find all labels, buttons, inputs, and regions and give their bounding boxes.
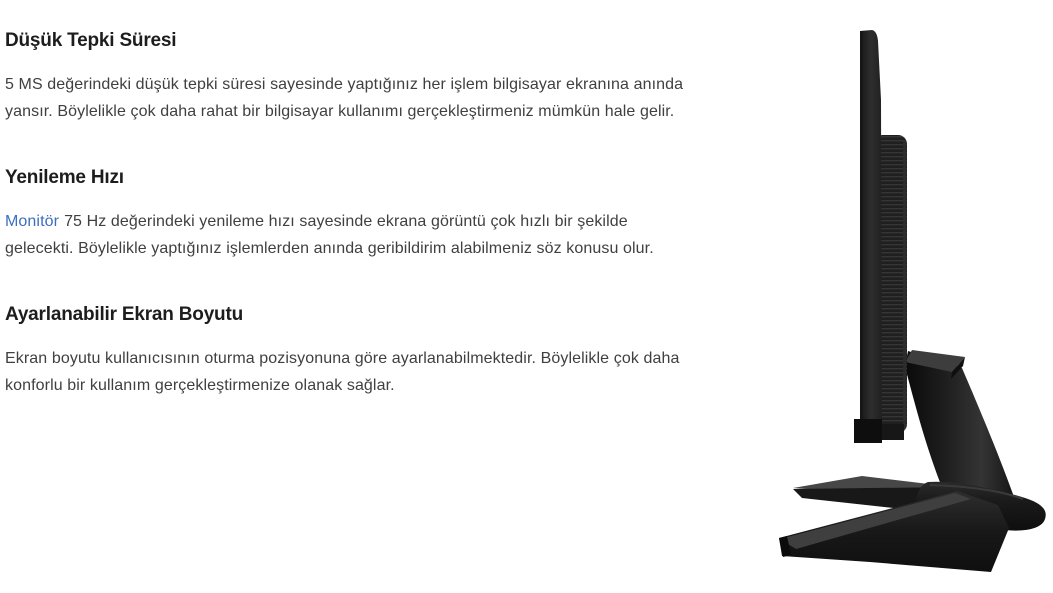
section-refresh-rate: [5, 167, 747, 262]
panel-bezel: [860, 30, 882, 443]
monitor-side-view-illustration: [750, 0, 1053, 593]
bezel-front-edge: [860, 31, 863, 443]
section-heading: Düşük Tepki Süresi: [5, 30, 177, 51]
paragraph-line: gelecekti. Böylelikle yaptığınız işlemlerden anında geribildirim alabilmeniz söz konusu olur.: [5, 240, 654, 257]
section-heading: Ayarlanabilir Ekran Boyutu: [5, 304, 243, 325]
paragraph-line: yansır. Böylelikle çok daha rahat bir bilgisayar kullanımı gerçekleştirmeniz mümkün hale gelir.: [5, 103, 675, 120]
paragraph-line: konforlu bir kullanım gerçekleştirmenize olanak sağlar.: [5, 377, 395, 394]
panel-bottom-step-right: [882, 424, 904, 440]
section-heading: Yenileme Hızı: [5, 167, 124, 188]
monitor-product-image: [750, 0, 1053, 593]
paragraph-line: [5, 208, 747, 235]
paragraph-line: 5 MS değerindeki düşük tepki süresi sayesinde yaptığınız her işlem bilgisayar ekranına anında: [5, 76, 684, 93]
section-adjustable-screen: [5, 304, 747, 399]
stand-neck: [905, 351, 1014, 497]
paragraph-line: Ekran boyutu kullanıcısının oturma pozisyonuna göre ayarlanabilmektedir. Böylelikle çok daha: [5, 350, 680, 367]
section-response-time: [5, 30, 747, 125]
paragraph-text: 75 Hz değerindeki yenileme hızı sayesinde ekrana görüntü çok hızlı bir şekilde: [64, 213, 628, 230]
panel-back-edge-highlight: [903, 140, 906, 428]
panel-bottom-step: [854, 419, 882, 443]
monitor-link[interactable]: Monitör: [5, 213, 60, 230]
product-description: [5, 0, 747, 441]
